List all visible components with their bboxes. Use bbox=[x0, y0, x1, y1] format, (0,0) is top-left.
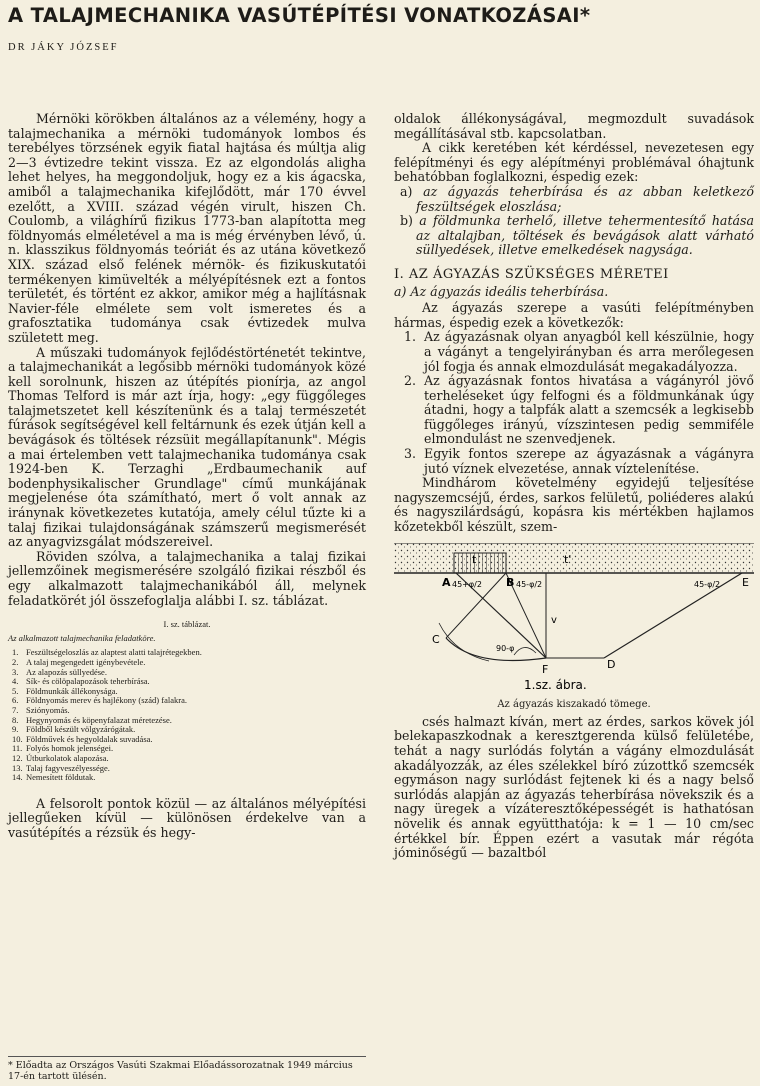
paragraph: Röviden szólva, a talajmechanika a talaj fizikai jellemzőinek megismerésére szolgáló fizikai részből és egy alkalmazott talajmechanikából áll, melynek feladatkörét jól összefoglalja alábbi I. sz. táblázat. bbox=[8, 548, 366, 608]
table-item: 8. Hegynyomás és köpenyfalazat méretezése. bbox=[12, 714, 172, 725]
sub-heading: a) Az ágyazás ideális teherbírása. bbox=[394, 283, 609, 299]
table-item: 10. Földművek és hegyoldalak suvadása. bbox=[12, 733, 153, 744]
right-column bbox=[394, 112, 754, 861]
point-E: E bbox=[742, 575, 749, 589]
table-item: 5. Földmunkák állékonysága. bbox=[12, 685, 118, 696]
table-number: I. sz. táblázat. bbox=[163, 619, 211, 630]
table-item: 11. Folyós homok jelenségei. bbox=[12, 743, 114, 754]
paragraph: csés halmazt kíván, mert az érdes, sarkos kövek jól belekapaszkodnak a keresztgerenda külső felületébe, tehát a nagy surlódás folytán a vágány elmozdulását akadályozzák, az éles szélekkel bíró zúzottkő szemcsék egymáson nagy surlódást fejtenek ki és a nagy belső surlódás alapján az ágyazás teherbírása növekszik és a nagy üregek a vízáteresztőképességét is hathatósan növelik és annak együtthatója: k = 1 — 10 cm/sec értékkel bír. Éppen ezért a vasutak már régóta jóminőségű — bazaltból bbox=[394, 713, 754, 861]
table-item: 13. Talaj fagyveszélyessége. bbox=[12, 762, 110, 773]
paragraph: Mindhárom követelmény egyidejű teljesítése nagyszemcséjű, érdes, sarkos felületű, poliéderes alakú és nagyszilárdságú, kopásra kis mértékben hajlamos kőzetekből készült, szem- bbox=[394, 475, 754, 535]
footnote: * Előadta az Országos Vasúti Szakmai Előadássorozatnak 1949 március 17-én tartott ülésén. bbox=[8, 1056, 366, 1082]
table-item: 9. Földből készült völgyzárógátak. bbox=[12, 724, 136, 735]
left-column bbox=[8, 112, 366, 840]
paragraph: oldalok állékonyságával, megmozdult suvadások megállításával stb. kapcsolatban. bbox=[394, 111, 754, 141]
table-item: 7. Sziónyomás. bbox=[12, 704, 70, 715]
ballast-diagram bbox=[394, 543, 754, 693]
paragraph: Mérnöki körökben általános az a vélemény, hogy a talajmechanika a mérnöki tudományok lombos és terebélyes törzsének egyik fiatal hajtása és múltja alig 2—3 évtizedre tekint vissza. Ez az elgondolás aligha lehet helyes, ha meggondoljuk, hogy ez a kis ágacska, amiből a talajmechanika kifejlődött, már 170 évvel ezelőtt, a XVIII. század végén virult, hiszen Ch. Coulomb, a világhírű fizikus 1773-ban alapította meg földnyomás elméletével a ma is még érvényben lévő, ú. n. klasszikus földnyomás teóriát és az utána következő XIX. század első felének mérnök- és fizikuskutatói termékenyen kimüvelték a mélyépítésnek ezt a fontos területét, és történt ez akkor, amikor még a hajlításnak Navier-féle elmélete sem volt ismeretes és a grafosztatika tudománya csak évtizedek mulva született meg. bbox=[8, 111, 366, 345]
figure-1 bbox=[394, 543, 754, 713]
table-item: 6. Földnyomás merev és hajlékony (szád) falakra. bbox=[12, 695, 187, 706]
table-caption: Az alkalmazott talajmechanika feladatköre. bbox=[8, 632, 156, 643]
author-name: DR JÁKY JÓZSEF bbox=[8, 42, 119, 53]
table-item: 12. Útburkolatok alapozása. bbox=[12, 752, 109, 763]
angle-mid: 45-φ/2 bbox=[516, 579, 543, 589]
roles-list bbox=[394, 330, 754, 476]
table-item: 14. Nemesített földutak. bbox=[12, 772, 96, 783]
table-item: 4. Sík- és cölöpalapozások teherbírása. bbox=[12, 676, 150, 687]
line-DE bbox=[604, 573, 742, 658]
table-1 bbox=[8, 620, 366, 783]
list-item: 1. Az ágyazásnak olyan anyagból kell készülnie, hogy a vágányt a tengelyirányban és arra merőlegesen jól fogja és annak elmozdulását megakadályozza. bbox=[404, 329, 754, 374]
angle-bottom: 90-φ bbox=[496, 643, 515, 653]
table-item: 3. Az alapozás süllyedése. bbox=[12, 666, 107, 677]
sleeper bbox=[454, 553, 506, 573]
paragraph: Az ágyazás szerepe a vasúti felépítményben hármas, éspedig ezek a következők: bbox=[394, 300, 754, 330]
point-B: B bbox=[506, 575, 515, 589]
section-heading: I. AZ ÁGYAZÁS SZÜKSÉGES MÉRETEI bbox=[394, 266, 669, 282]
angle-right: 45-φ/2 bbox=[694, 579, 721, 589]
point-A: A bbox=[442, 575, 451, 589]
point-D: D bbox=[607, 657, 616, 671]
label-t: t bbox=[472, 552, 477, 566]
list-item: 3. Egyik fontos szerepe az ágyazásnak a vágányra jutó víznek elvezetése, annak víztelenítése. bbox=[404, 446, 754, 476]
table-item: 1. Feszültségeloszlás az alaptest alatti talajrétegekben. bbox=[12, 647, 202, 658]
figure-label: 1.sz. ábra. bbox=[524, 677, 587, 692]
list-item: 2. Az ágyazásnak fontos hivatása a vágányról jövő terheléseket úgy felfogni és a földmunkának úgy átadni, hogy a talpfák alatt a szemcsék a legkisebb függőleges irányú, vízszintesen pedig semmiféle elmondulást ne szenvedjenek. bbox=[404, 373, 754, 447]
label-v: v bbox=[551, 614, 557, 626]
paragraph: A felsorolt pontok közül — az általános mélyépítési jellegűeken kívül — különösen érdekelve van a vasútépítés a rézsük és hegy- bbox=[8, 795, 366, 840]
article-title: A TALAJMECHANIKA VASÚTÉPÍTÉSI VONATKOZÁSAI* bbox=[8, 4, 591, 27]
option-a: a) az ágyazás teherbírása és az abban keletkező feszültségek eloszlása; bbox=[400, 183, 754, 214]
ballast-layer bbox=[394, 543, 754, 573]
table-item: 2. A talaj megengedett igénybevétele. bbox=[12, 656, 146, 667]
option-b: b) a földmunka terhelő, illetve tehermentesítő hatása az altalajban, töltések és bevágások alatt várható süllyedések, illetve emelkedések nagysága. bbox=[400, 213, 754, 258]
point-C: C bbox=[432, 632, 440, 646]
table-list bbox=[8, 648, 366, 782]
paragraph: A műszaki tudományok fejlődéstörténetét tekintve, a talajmechanikát a legősibb mérnöki tudományok közé kell sorolnunk, hiszen az útépítés pionírja, az angol Thomas Telford is már azt írja, hogy: „egy függőleges talajmetszetet kell készítenünk és a talaj természetét fúrások segítségével kell feltárnunk és ezek útján kell a bevágások és töltések rézsüit megállapítanunk". Mégis a mai értelemben vett talajmechanika tudománya csak 1924-ben K. Terzaghi „Erdbaumechanik auf bodenphysikalischer Grundlage" című munkájának megjelenése óta számítható, mert ő volt annak az iránynak következetes kutatója, amely célul tűzte ki a talaj fizikai tulajdonságának számszerű megismerését az anyagvizsgálat módszereivel. bbox=[8, 344, 366, 550]
paragraph: A cikk keretében két kérdéssel, nevezetesen egy felépítményi és egy alépítményi problémával óhajtunk behatóbban foglalkozni, éspedig ezek: bbox=[394, 140, 754, 185]
point-F: F bbox=[542, 662, 549, 676]
figure-caption: Az ágyazás kiszakadó tömege. bbox=[497, 699, 651, 711]
label-tprime: t' bbox=[564, 552, 572, 566]
angle-left: 45+φ/2 bbox=[452, 579, 482, 589]
